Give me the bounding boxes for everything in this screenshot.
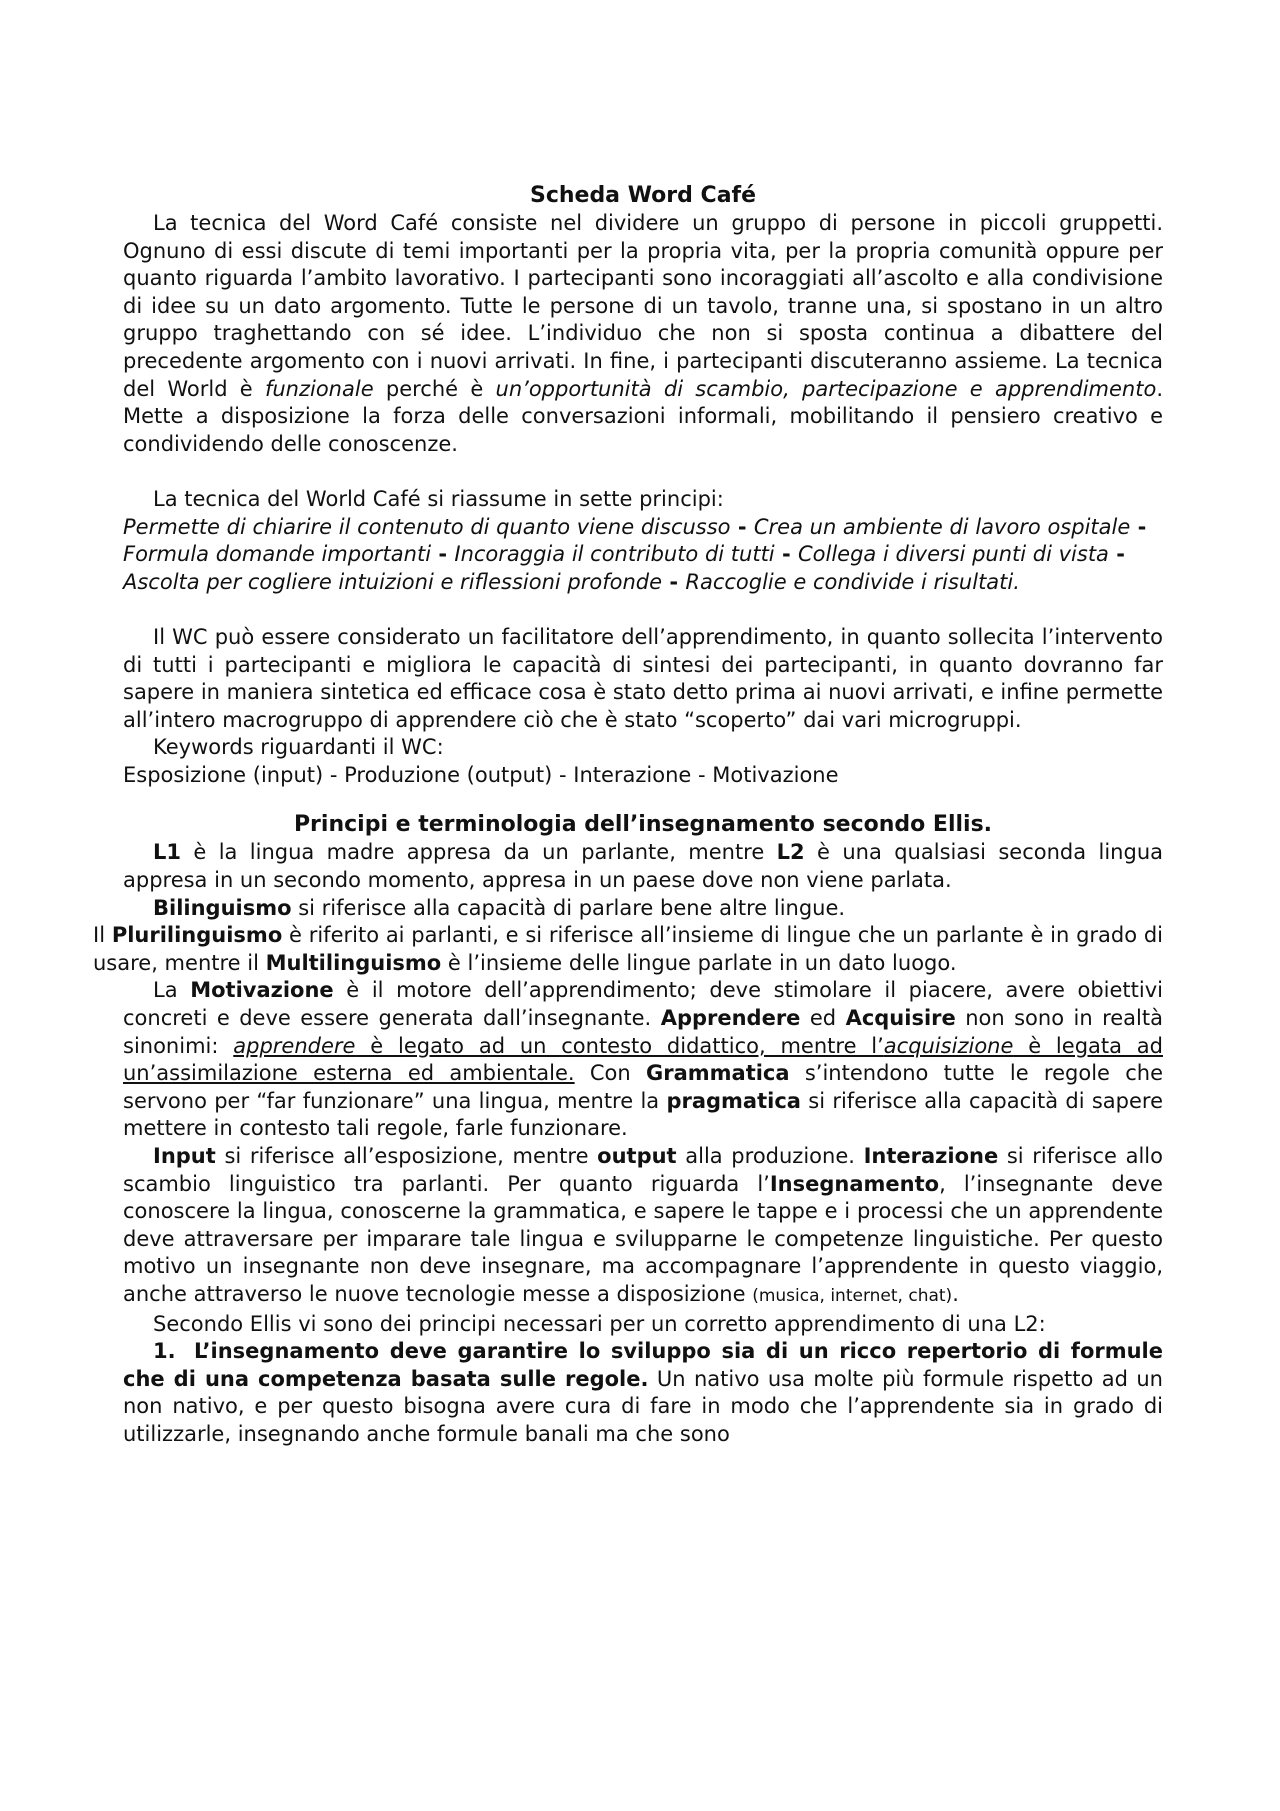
paragraph-plurilinguismo xyxy=(93,922,1163,977)
text: non sono in realtà sinonimi: xyxy=(123,1006,1163,1058)
italic-term: apprendere xyxy=(233,1033,356,1058)
term: Bilinguismo xyxy=(153,895,292,920)
paragraph-word-cafe-intro xyxy=(123,210,1163,458)
text: , l’insegnante deve conoscere la lingua, conoscerne la grammatica, e sapere le tappe e i processi che un apprendente deve attraversare per imparare tale lingua e svilupparne le competenze linguistiche. Per questo motivo un insegnante non deve insegnare, ma accompagnare l’apprendente in questo viaggio, anche attraverso le nuove tecnologie messe a disposizione xyxy=(123,1171,1163,1306)
term: Apprendere xyxy=(660,1006,801,1031)
text: La tecnica del Word Café consiste nel dividere un gruppo di persone in piccoli gruppetti. Ognuno di essi discute di temi importanti per la propria vita, per la propria comunità oppure per quanto riguarda l’ambito lavorativo. I partecipanti sono incoraggiati all’ascolto e alla condivisione di idee su un dato argomento. Tutte le persone di un tavolo, tranne una, si spostano in un altro gruppo traghettando con sé idee. L’individuo che non si sposta continua a dibattere del precedente argomento con i nuovi arrivati. In fine, i partecipanti discuteranno assieme. La tecnica del World è xyxy=(123,211,1163,401)
principle-item: Crea un ambiente di lavoro ospitale xyxy=(753,514,1131,539)
text: Con xyxy=(574,1061,646,1086)
text: . Mette a disposizione la forza delle conversazioni informali, mobilitando il pensiero creativo e condividendo delle conoscenze. xyxy=(123,376,1163,456)
term: Multilinguismo xyxy=(265,950,442,975)
text: perché è xyxy=(373,376,496,401)
final-dot: . xyxy=(1013,569,1020,594)
term: Input xyxy=(153,1144,216,1168)
paragraph-wc-facilitator: Il WC può essere considerato un facilitatore dell’apprendimento, in quanto sollecita l’intervento di tutti i partecipanti e migliora le capacità di sintesi dei partecipanti, in quanto dovranno far sapere in maniera sintetica ed efficace cosa è stato detto prima ai nuovi arrivati, e infine permette all’intero macrogruppo di apprendere ciò che è stato “scoperto” dai vari microgruppi. xyxy=(123,624,1163,732)
paragraph-ellis-principles: Secondo Ellis vi sono dei principi necessari per un corretto apprendimento di una L2: xyxy=(153,1311,1046,1336)
small-note: (musica, internet, chat) xyxy=(752,1285,953,1306)
text: La xyxy=(153,978,191,1003)
text: si riferisce all’esposizione, mentre xyxy=(215,1144,598,1168)
term: L1 xyxy=(153,840,181,865)
text: è la lingua madre appresa da un parlante, mentre xyxy=(181,840,777,865)
text: è legato ad un contesto didattico, mentre l’ xyxy=(355,1033,884,1058)
section-title-word-cafe: Scheda Word Café xyxy=(529,183,757,208)
principle-item: Raccoglie e condivide i risultati xyxy=(685,569,1014,594)
text: Il xyxy=(93,923,112,948)
term: L2 xyxy=(776,840,805,865)
separator: - xyxy=(662,569,686,594)
blank-line xyxy=(123,596,1163,624)
principle-item: Permette di chiarire il contenuto di quanto viene discusso xyxy=(123,514,731,539)
text: si riferisce alla capacità di sapere mettere in contesto tali regole, farle funzionare. xyxy=(123,1088,1163,1141)
text: s’intendono tutte le regole che servono per “far funzionare” una lingua, mentre la xyxy=(123,1061,1164,1113)
text: si riferisce allo scambio linguistico tra parlanti. Per quanto riguarda l’ xyxy=(123,1144,1163,1196)
list-item-heading: L’insegnamento deve garantire lo sviluppo sia di un ricco repertorio di formule che di una competenza basata sulle regole. xyxy=(123,1339,1163,1391)
principle-item: Formula domande importanti xyxy=(123,542,432,567)
text: è l’insieme delle lingue parlate in un dato luogo. xyxy=(441,950,957,975)
text: Un nativo usa molte più formule rispetto ad un non nativo, e per questo bisogna avere cura di fare in modo che l’apprendente sia in grado di utilizzarle, insegnando anche formule banali ma che sono xyxy=(123,1366,1163,1446)
list-item-number: 1. xyxy=(153,1339,176,1364)
term: Acquisire xyxy=(845,1006,956,1031)
term: Motivazione xyxy=(190,978,334,1003)
paragraph-motivazione xyxy=(123,977,1163,1143)
section-title-ellis: Principi e terminologia dell’insegnamento secondo Ellis. xyxy=(293,812,993,838)
term: Grammatica xyxy=(646,1061,790,1086)
text: è una qualsiasi seconda lingua appresa in un secondo momento, appresa in un paese dove non viene parlata. xyxy=(123,840,1164,893)
italic-text: funzionale xyxy=(264,376,374,401)
paragraph-l1-l2 xyxy=(123,839,1163,894)
text: si riferisce alla capacità di parlare bene altre lingue. xyxy=(291,895,846,920)
document-page xyxy=(93,182,1164,1449)
paragraph-bilinguismo xyxy=(123,895,1163,923)
principles-list xyxy=(123,514,1163,597)
principle-item: Ascolta per cogliere intuizioni e riflessioni profonde xyxy=(123,569,663,594)
italic-term: acquisizione xyxy=(883,1033,1014,1058)
principle-item: Collega i diversi punti di vista xyxy=(798,542,1109,567)
separator: - xyxy=(730,514,754,539)
separator: - xyxy=(774,542,798,567)
separator: - xyxy=(1130,514,1147,539)
paragraph-input-output xyxy=(123,1143,1163,1311)
term: Interazione xyxy=(863,1144,999,1168)
paragraph-principles-intro: La tecnica del World Café si riassume in sette principi: xyxy=(153,486,724,511)
text: è il motore dell’apprendimento; deve stimolare il piacere, avere obiettivi concreti e deve essere generata dall’insegnante. xyxy=(123,978,1163,1031)
separator: - xyxy=(431,542,455,567)
term: Insegnamento xyxy=(769,1171,940,1196)
text: è legata ad un’assimilazione esterna ed ambientale. xyxy=(123,1033,1163,1086)
blank-line xyxy=(123,458,1163,486)
text: alla produzione. xyxy=(676,1144,864,1168)
text: ed xyxy=(800,1006,846,1031)
keywords-label: Keywords riguardanti il WC: xyxy=(153,735,444,760)
keywords-list: Esposizione (input) - Produzione (output) - Interazione - Motivazione xyxy=(123,762,839,787)
text: . xyxy=(952,1281,959,1306)
term: pragmatica xyxy=(666,1088,801,1113)
list-item-1 xyxy=(123,1338,1163,1448)
italic-text: un’opportunità di scambio, partecipazione e apprendimento xyxy=(495,376,1157,401)
separator: - xyxy=(1108,542,1125,567)
principle-item: Incoraggia il contributo di tutti xyxy=(454,542,775,567)
term: Plurilinguismo xyxy=(111,923,283,948)
term: output xyxy=(597,1144,677,1168)
text: è riferito ai parlanti, e si riferisce all’insieme di lingue che un parlante è in grado di usare, mentre il xyxy=(93,923,1164,975)
